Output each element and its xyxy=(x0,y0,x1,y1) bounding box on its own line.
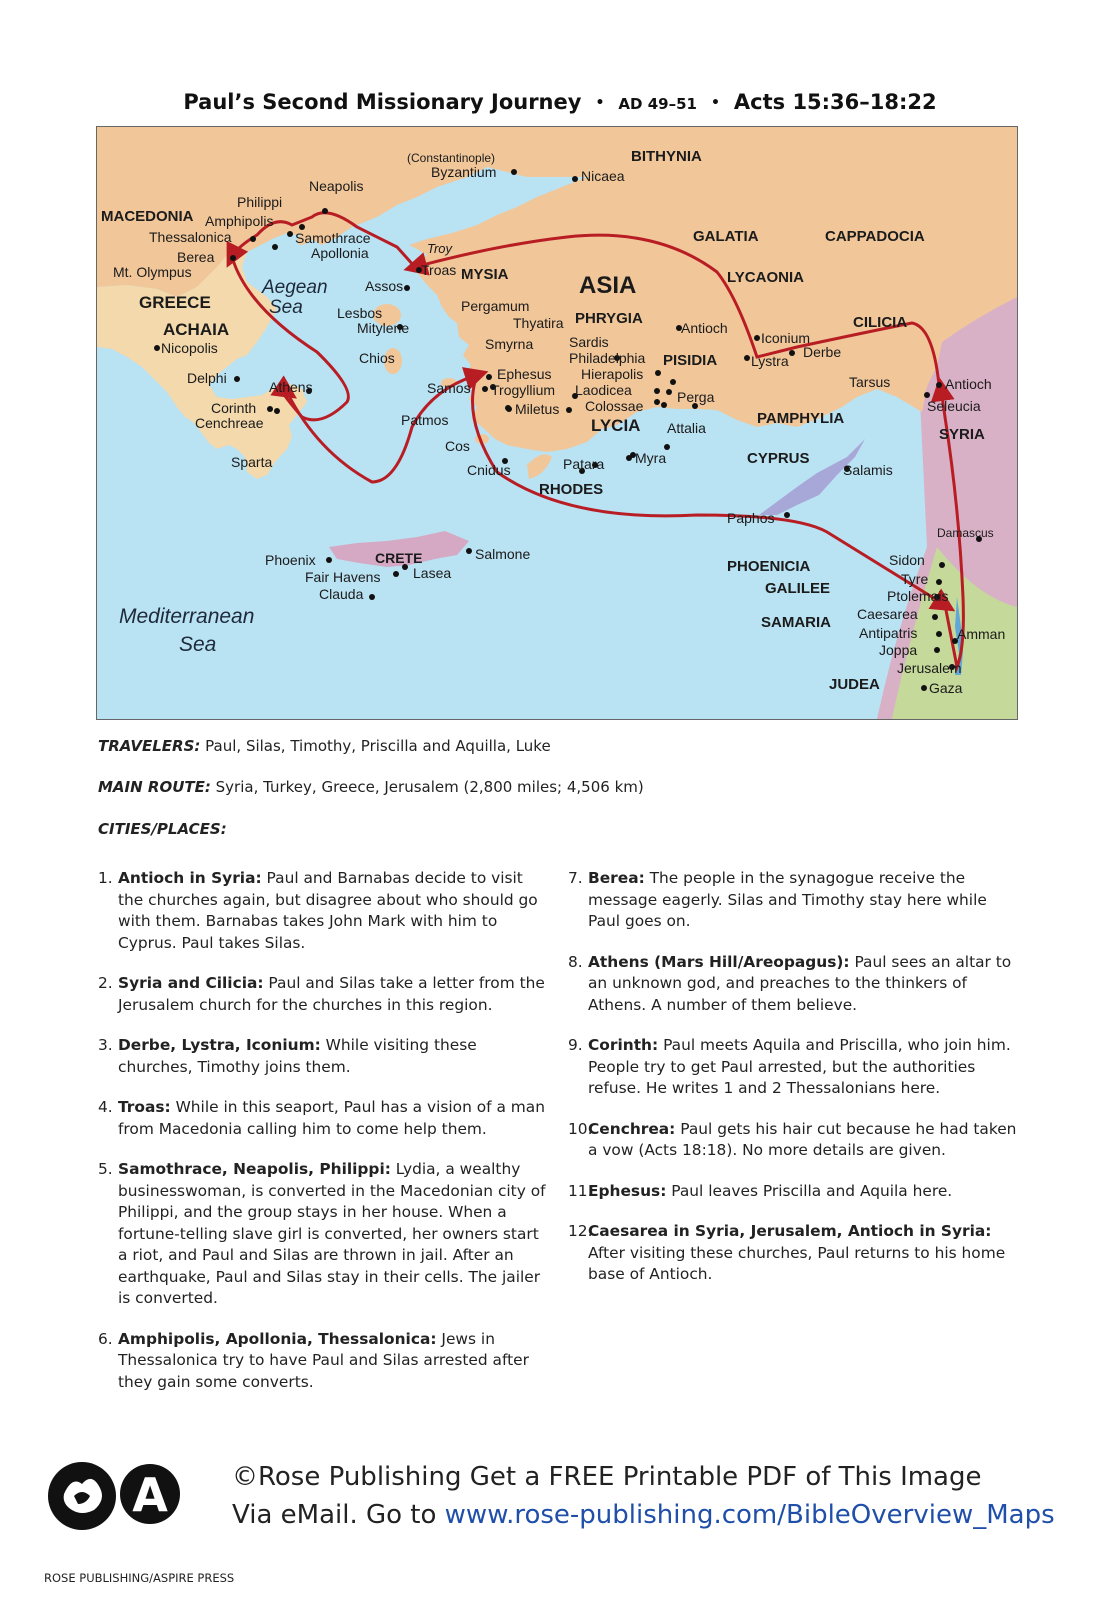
city-label: Neapolis xyxy=(309,178,364,194)
sea-label: Mediterranean xyxy=(119,605,255,628)
city-label: Sparta xyxy=(231,454,273,470)
place-item xyxy=(568,868,1018,933)
city-label: Sardis xyxy=(569,334,609,350)
place-item xyxy=(568,1181,1018,1203)
city-label: Thyatira xyxy=(513,315,564,331)
city-label: Troy xyxy=(427,241,453,256)
place-text: While in this seaport, Paul has a vision of a man from Macedonia calling him to come help them. xyxy=(118,1098,545,1138)
place-item xyxy=(98,1035,548,1078)
city-label: Samos xyxy=(427,380,471,396)
city-label: Trogyllium xyxy=(491,382,556,398)
place-item xyxy=(98,1097,548,1140)
place-number: 4. xyxy=(98,1098,113,1116)
publisher-name: ROSE PUBLISHING/ASPIRE PRESS xyxy=(44,1571,235,1585)
city-label: Tarsus xyxy=(849,374,891,390)
place-name: Antioch in Syria: xyxy=(118,869,262,887)
region-label: ACHAIA xyxy=(163,320,230,339)
rose-logo-icon xyxy=(42,1454,192,1534)
place-name: Ephesus: xyxy=(588,1181,667,1200)
region-label: CAPPADOCIA xyxy=(825,228,925,245)
region-label: CYPRUS xyxy=(747,450,810,467)
place-text: While visiting these churches, Timothy joins them. xyxy=(118,1036,477,1076)
title-separator: • xyxy=(710,95,720,111)
place-number: 2. xyxy=(98,974,113,992)
city-label: Delphi xyxy=(187,370,227,386)
travelers-label: TRAVELERS: xyxy=(98,737,201,755)
city-label: Miletus xyxy=(515,401,560,417)
place-text: Jews in Thessalonica try to have Paul and Silas arrested after they gain some converts. xyxy=(118,1329,529,1391)
route-label: MAIN ROUTE: xyxy=(98,778,211,796)
city-label: Cnidus xyxy=(467,462,511,478)
place-item xyxy=(568,1119,1018,1162)
title-date: AD 49–51 xyxy=(618,95,697,113)
city-label: Gaza xyxy=(929,680,963,696)
place-text: Paul gets his hair cut because he had taken a vow (Acts 18:18). No more details are given. xyxy=(588,1119,1017,1159)
place-number: 5. xyxy=(98,1160,113,1178)
place-number: 7. xyxy=(568,869,583,887)
city-label: Fair Havens xyxy=(305,569,381,585)
region-label: MYSIA xyxy=(461,266,509,283)
sea-label: Aegean xyxy=(262,277,328,298)
place-name: Troas: xyxy=(118,1098,171,1116)
travelers-line xyxy=(98,737,551,755)
city-label: Mitylene xyxy=(357,320,410,336)
place-name: Athens (Mars Hill/Areopagus): xyxy=(588,952,850,971)
place-item xyxy=(98,1159,548,1310)
title-reference: Acts 15:36–18:22 xyxy=(733,90,937,114)
city-label: Lystra xyxy=(751,353,789,369)
city-label: Attalia xyxy=(667,420,706,436)
city-label: Laodicea xyxy=(575,382,632,398)
place-name: Syria and Cilicia: xyxy=(118,974,264,992)
route-value: Syria, Turkey, Greece, Jerusalem (2,800 miles; 4,506 km) xyxy=(215,778,644,796)
places-column-left xyxy=(98,868,548,1412)
publisher-logo xyxy=(42,1454,192,1534)
city-label: Mt. Olympus xyxy=(113,264,192,280)
city-label: Byzantium xyxy=(431,164,497,180)
city-label: Perga xyxy=(677,389,715,405)
region-label: LYCIA xyxy=(591,416,641,435)
city-label: Assos xyxy=(365,278,404,294)
place-text: After visiting these churches, Paul returns to his home base of Antioch. xyxy=(588,1243,1006,1283)
cities-heading xyxy=(98,820,227,838)
region-label: PHOENICIA xyxy=(727,558,811,575)
place-number: 6. xyxy=(98,1329,113,1348)
city-label: Athens xyxy=(269,379,313,395)
city-label: Caesarea xyxy=(857,606,918,622)
city-label: Pergamum xyxy=(461,298,530,314)
city-label: Cos xyxy=(445,438,470,454)
place-text: Paul and Silas take a letter from the Jerusalem church for the churches in this region. xyxy=(118,974,545,1014)
city-label: Nicopolis xyxy=(161,340,218,356)
city-label: Ptolemais xyxy=(887,588,949,604)
city-label: Tyre xyxy=(901,571,929,587)
region-label: GALATIA xyxy=(693,228,759,245)
city-label: Jerusalem xyxy=(897,660,962,676)
region-label: PAMPHYLIA xyxy=(757,410,845,427)
region-label: ASIA xyxy=(579,272,637,299)
city-label: Thessalonica xyxy=(149,229,232,245)
city-label: Myra xyxy=(635,450,667,466)
region-label: GREECE xyxy=(139,293,211,312)
place-number: 8. xyxy=(568,952,583,971)
city-label: Damascus xyxy=(937,526,994,540)
place-number: 1. xyxy=(98,869,113,887)
city-label: Philadelphia xyxy=(569,350,646,366)
region-label: PISIDIA xyxy=(663,352,718,369)
travelers-value: Paul, Silas, Timothy, Priscilla and Aquilla, Luke xyxy=(205,737,551,755)
place-name: Amphipolis, Apollonia, Thessalonica: xyxy=(118,1329,437,1348)
title-main: Paul’s Second Missionary Journey xyxy=(183,90,582,114)
sea-label: Sea xyxy=(269,297,303,318)
city-label: Joppa xyxy=(879,642,918,658)
region-label: BITHYNIA xyxy=(631,148,702,165)
cities-label: CITIES/PLACES: xyxy=(98,820,227,838)
region-label: LYCAONIA xyxy=(727,269,804,286)
place-item xyxy=(568,952,1018,1017)
place-number: 10. xyxy=(568,1119,593,1138)
place-text: Lydia, a wealthy businesswoman, is converted in the Macedonian city of Philippi, and the group stays in her house. When a fortune-telling slave girl is converted, her owners start a riot, and Paul and Silas are thrown in jail. After an earthquake, Paul and Silas stay in their cells. The jailer is converted. xyxy=(118,1160,546,1307)
region-label: MACEDONIA xyxy=(101,208,194,225)
region-label: GALILEE xyxy=(765,580,831,597)
place-name: Corinth: xyxy=(588,1036,659,1054)
city-label: Ephesus xyxy=(497,366,552,382)
region-label: SYRIA xyxy=(939,426,985,443)
footer-line-1: ©Rose Publishing Get a FREE Printable PDF of This Image xyxy=(232,1462,982,1492)
place-name: Derbe, Lystra, Iconium: xyxy=(118,1036,321,1054)
region-label: PHRYGIA xyxy=(575,310,643,327)
sea-label: Sea xyxy=(179,633,217,656)
city-label: Salamis xyxy=(843,462,893,478)
place-number: 12. xyxy=(568,1222,593,1240)
place-item xyxy=(98,1329,548,1394)
city-label: Chios xyxy=(359,350,395,366)
place-item xyxy=(98,868,548,954)
page-title xyxy=(0,90,1120,114)
footer-prefix: Via eMail. Go to xyxy=(232,1500,445,1530)
place-text: Paul sees an altar to an unknown god, and preaches to the thinkers of Athens. A number of them believe. xyxy=(588,952,1012,1014)
places-column-right xyxy=(568,868,1018,1305)
city-label: Phoenix xyxy=(265,552,316,568)
place-name: Berea: xyxy=(588,869,645,887)
city-label: Clauda xyxy=(319,586,364,602)
city-label: Antioch xyxy=(681,320,728,336)
city-label: Amphipolis xyxy=(205,213,274,229)
place-item xyxy=(568,1035,1018,1100)
place-text: Paul and Barnabas decide to visit the churches again, but disagree about who should go with them. Barnabas takes John Mark with him to Cyprus. Paul takes Silas. xyxy=(118,869,538,952)
city-label: Samothrace xyxy=(295,230,371,246)
city-label: Sidon xyxy=(889,552,925,568)
place-name: Cenchrea: xyxy=(588,1119,676,1138)
place-number: 9. xyxy=(568,1036,583,1054)
city-label: Smyrna xyxy=(485,336,534,352)
place-name: Caesarea in Syria, Jerusalem, Antioch in Syria: xyxy=(588,1222,992,1240)
map-canvas xyxy=(97,127,1017,719)
city-label: Troas xyxy=(421,262,457,278)
city-label: Antipatris xyxy=(859,625,918,641)
logo-letter: A xyxy=(132,1468,168,1522)
city-label: Patara xyxy=(563,456,605,472)
region-label: CRETE xyxy=(375,550,423,566)
city-label: Amman xyxy=(957,626,1006,642)
journey-map xyxy=(96,126,1018,720)
city-label: Antioch xyxy=(945,376,992,392)
city-label: Colossae xyxy=(585,398,644,414)
region-label: JUDEA xyxy=(829,676,880,693)
place-number: 11. xyxy=(568,1181,593,1200)
city-label: Derbe xyxy=(803,344,842,360)
city-label: Nicaea xyxy=(581,168,625,184)
city-label: Hierapolis xyxy=(581,366,644,382)
place-item xyxy=(98,973,548,1016)
footer-link[interactable]: www.rose-publishing.com/BibleOverview_Maps xyxy=(444,1500,1055,1530)
city-label: Philippi xyxy=(237,194,283,210)
place-text: Paul meets Aquila and Priscilla, who join him. People try to get Paul arrested, but the authorities refuse. He writes 1 and 2 Thessalonians here. xyxy=(588,1036,1011,1097)
city-label: Corinth xyxy=(211,400,257,416)
city-label: Lesbos xyxy=(337,305,383,321)
footer-text xyxy=(232,1458,1055,1534)
place-number: 3. xyxy=(98,1036,113,1054)
city-label: Iconium xyxy=(761,330,811,346)
city-label: Paphos xyxy=(727,510,775,526)
city-label: Berea xyxy=(177,249,215,265)
city-label: Seleucia xyxy=(927,398,981,414)
route-line xyxy=(98,778,644,796)
place-text: The people in the synagogue receive the message eagerly. Silas and Timothy stay here while Paul goes on. xyxy=(588,869,987,930)
region-label: SAMARIA xyxy=(761,614,831,631)
city-label: Apollonia xyxy=(311,245,369,261)
city-label: (Constantinople) xyxy=(407,151,496,165)
city-label: Lasea xyxy=(413,565,452,581)
footer-line-2 xyxy=(232,1496,1055,1534)
city-label: Cenchreae xyxy=(195,415,264,431)
place-text: Paul leaves Priscilla and Aquila here. xyxy=(671,1181,953,1200)
place-name: Samothrace, Neapolis, Philippi: xyxy=(118,1160,391,1178)
place-item xyxy=(568,1221,1018,1286)
region-label: RHODES xyxy=(539,481,604,498)
region-label: CILICIA xyxy=(853,314,908,331)
city-label: Salmone xyxy=(475,546,531,562)
city-label: Patmos xyxy=(401,412,449,428)
title-separator: • xyxy=(595,95,605,111)
